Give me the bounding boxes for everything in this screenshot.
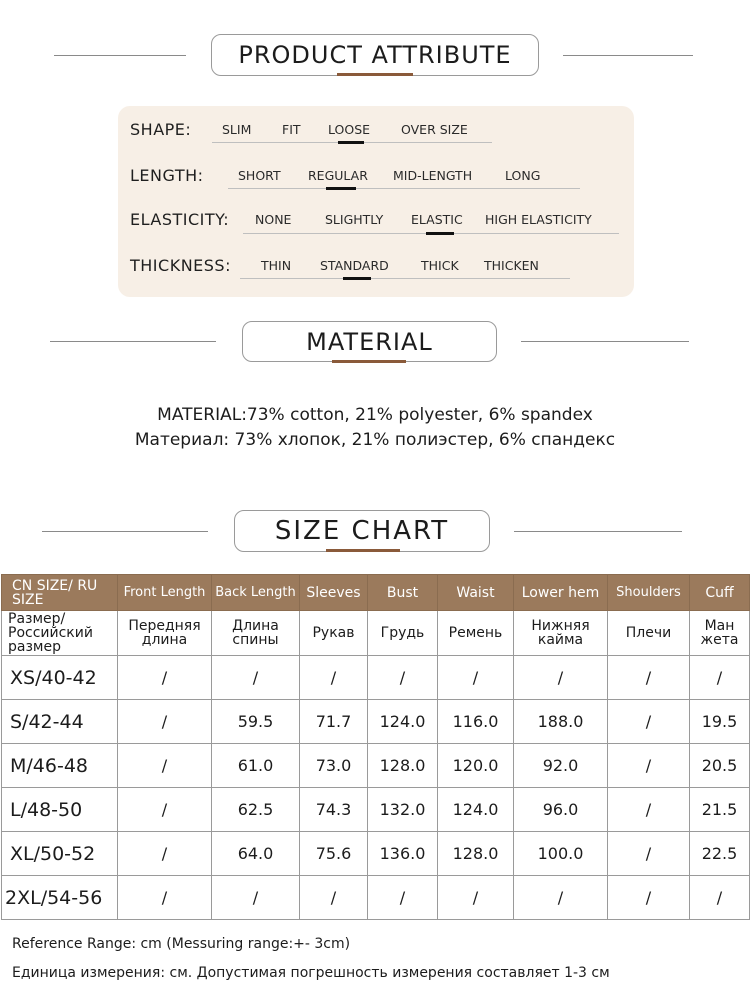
section-title-material [242,321,497,362]
attribute-row-thickness [118,256,634,280]
size-label: XL/50-52 [2,832,118,876]
table-cell: 19.5 [690,700,750,744]
footer-note-en: Reference Range: cm (Messuring range:+- 3cm) [12,936,351,952]
attribute-option: SHORT [238,168,281,183]
header-cell: Lower hem [514,575,608,611]
section-title-text: SIZE CHART [274,516,450,546]
attribute-row-length [118,166,634,190]
selected-indicator [326,187,356,190]
table-cell: / [300,656,368,700]
header-cell-ru: Ман жета [690,611,750,656]
table-cell: / [212,876,300,920]
attribute-label: SHAPE: [130,120,192,139]
material-line-en: MATERIAL:73% cotton, 21% polyester, 6% spandex [157,405,593,425]
table-cell: 136.0 [368,832,438,876]
table-row [2,876,750,920]
attribute-option: NONE [255,212,292,227]
section-title-attributes [211,34,539,76]
title-accent-bar [337,73,413,76]
attribute-row-elasticity [118,210,634,234]
attribute-label: ELASTICITY: [130,210,230,229]
size-label: 2XL/54-56 [2,876,118,920]
divider-line [521,341,689,342]
header-cell: CN SIZE/ RU SIZE [2,575,118,611]
attribute-option: THIN [261,258,292,273]
table-cell: 64.0 [212,832,300,876]
table-cell: 75.6 [300,832,368,876]
divider-line [563,55,693,56]
table-cell: / [368,656,438,700]
table-row [2,788,750,832]
attribute-option: SLIM [222,122,252,137]
table-cell: / [438,876,514,920]
table-cell: / [368,876,438,920]
header-cell-ru: Плечи [608,611,690,656]
header-cell-ru: Передняя длина [118,611,212,656]
section-title-text: MATERIAL [306,327,433,356]
selected-indicator [338,141,364,144]
title-accent-bar [326,549,400,552]
table-cell: 124.0 [438,788,514,832]
table-cell: / [608,832,690,876]
size-label: XS/40-42 [2,656,118,700]
size-label: L/48-50 [2,788,118,832]
size-label: M/46-48 [2,744,118,788]
header-cell: Cuff [690,575,750,611]
table-cell: / [514,656,608,700]
size-chart-table [1,574,750,920]
attribute-row-shape [118,120,634,144]
header-cell-ru: Грудь [368,611,438,656]
attribute-label: THICKNESS: [130,256,231,275]
header-cell: Waist [438,575,514,611]
table-cell: / [118,744,212,788]
table-cell: / [608,788,690,832]
header-cell-ru: Длина спины [212,611,300,656]
attribute-option: FIT [282,122,301,137]
attribute-option: HIGH ELASTICITY [485,212,592,227]
table-cell: 96.0 [514,788,608,832]
divider-line [514,531,682,532]
divider-line [50,341,216,342]
section-title-size-chart [234,510,490,552]
footer-note-ru: Единица измерения: см. Допустимая погрешность измерения составляет 1-3 см [12,965,610,981]
attribute-label: LENGTH: [130,166,204,185]
divider-line [54,55,186,56]
table-cell: 100.0 [514,832,608,876]
selected-indicator [426,232,454,235]
table-row [2,656,750,700]
table-cell: 128.0 [368,744,438,788]
attribute-option: OVER SIZE [401,122,468,137]
table-cell: / [118,876,212,920]
attribute-panel [118,106,634,297]
table-cell: 128.0 [438,832,514,876]
header-cell: Sleeves [300,575,368,611]
header-cell: Bust [368,575,438,611]
table-cell: / [608,876,690,920]
header-cell: Front Length [118,575,212,611]
table-cell: 21.5 [690,788,750,832]
attribute-option-selected: LOOSE [328,122,371,137]
header-cell: Shoulders [608,575,690,611]
attribute-option: SLIGHTLY [325,212,384,227]
table-cell: / [608,744,690,788]
table-cell: 92.0 [514,744,608,788]
table-cell: / [118,832,212,876]
table-cell: 22.5 [690,832,750,876]
header-cell-ru: Размер/ Российский размер [2,611,118,656]
table-cell: 61.0 [212,744,300,788]
table-cell: 116.0 [438,700,514,744]
table-row [2,744,750,788]
table-cell: 62.5 [212,788,300,832]
attribute-option: THICK [421,258,459,273]
header-cell: Back Length [212,575,300,611]
table-cell: 73.0 [300,744,368,788]
table-cell: / [514,876,608,920]
attribute-option-selected: STANDARD [320,258,389,273]
attribute-option: MID-LENGTH [393,168,473,183]
attribute-option-selected: ELASTIC [411,212,463,227]
table-cell: / [690,876,750,920]
attribute-option: THICKEN [484,258,539,273]
table-cell: / [118,788,212,832]
table-cell: / [300,876,368,920]
attribute-option: LONG [505,168,541,183]
table-cell: 20.5 [690,744,750,788]
table-cell: 59.5 [212,700,300,744]
table-cell: / [608,700,690,744]
section-title-text: PRODUCT ATTRIBUTE [238,41,512,69]
attribute-option-selected: REGULAR [308,168,368,183]
table-cell: 120.0 [438,744,514,788]
size-label: S/42-44 [2,700,118,744]
header-cell-ru: Ремень [438,611,514,656]
table-cell: 74.3 [300,788,368,832]
table-cell: / [438,656,514,700]
table-cell: 132.0 [368,788,438,832]
table-cell: 71.7 [300,700,368,744]
header-cell-ru: Нижняя кайма [514,611,608,656]
title-accent-bar [332,360,406,363]
table-cell: / [118,656,212,700]
header-cell-ru: Рукав [300,611,368,656]
table-header-ru [2,611,750,656]
divider-line [42,531,208,532]
table-cell: 188.0 [514,700,608,744]
table-row [2,700,750,744]
table-row [2,832,750,876]
table-cell: / [690,656,750,700]
table-cell: 124.0 [368,700,438,744]
table-header-en [2,575,750,611]
table-cell: / [608,656,690,700]
option-baseline [240,278,570,279]
selected-indicator [343,277,371,280]
material-line-ru: Материал: 73% хлопок, 21% полиэстер, 6% спандекс [134,430,616,450]
option-baseline [228,188,580,189]
table-cell: / [118,700,212,744]
table-cell: / [212,656,300,700]
